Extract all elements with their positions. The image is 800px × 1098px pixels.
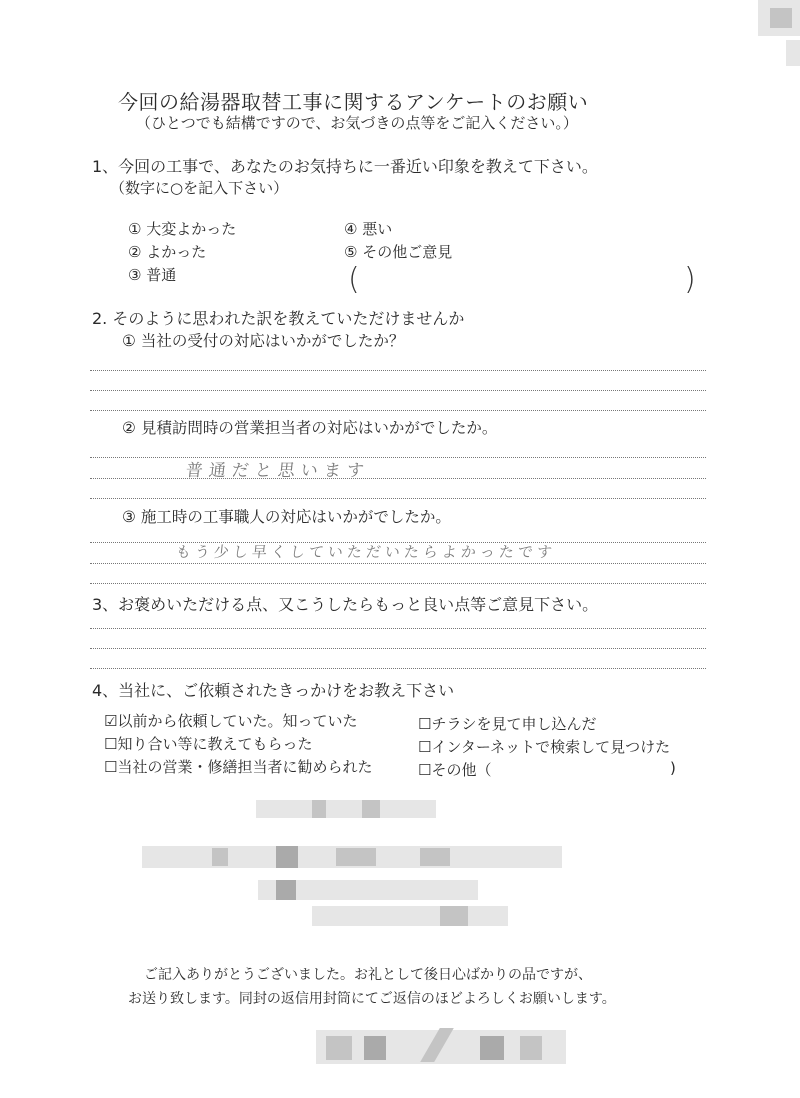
answer-line[interactable] — [90, 583, 706, 584]
q4-option-internet[interactable]: ☐インターネットで検索して見つけた — [418, 738, 671, 756]
q4-option-previous-client[interactable]: ☑以前から依頼していた。知っていた — [104, 712, 358, 730]
question-1-note: （数字に○を記入下さい） — [110, 179, 289, 197]
answer-line[interactable] — [90, 370, 706, 371]
q1-option-4[interactable]: ④ 悪い — [344, 220, 393, 238]
question-2: 2. そのように思われた訳を教えていただけませんか — [92, 309, 465, 328]
q4-option-flyer[interactable]: ☐チラシを見て申し込んだ — [418, 715, 597, 733]
question-3: 3、お褒めいただける点、又こうしたらもっと良い点等ご意見下さい。 — [92, 595, 599, 614]
q4-option-other[interactable]: ☐その他（ — [418, 761, 492, 779]
q2-sub-3: ③ 施工時の工事職人の対応はいかがでしたか。 — [122, 508, 451, 526]
answer-line[interactable] — [90, 390, 706, 391]
q4-other-paren-close: ) — [670, 759, 676, 777]
q2-sub-1: ① 当社の受付の対応はいかがでしたか？ — [122, 332, 405, 350]
answer-line[interactable] — [90, 628, 706, 629]
q4-option-referral[interactable]: ☐知り合い等に教えてもらった — [104, 735, 313, 753]
q1-option-2[interactable]: ② よかった — [128, 243, 207, 261]
answer-line[interactable] — [90, 410, 706, 411]
answer-line[interactable] — [90, 563, 706, 564]
q1-option-5[interactable]: ⑤ その他ご意見 — [344, 243, 453, 261]
footer-thanks-line-2: お送り致します。同封の返信用封筒にてご返信のほどよろしくお願いします。 — [128, 991, 616, 1007]
q2-sub-2: ② 見積訪問時の営業担当者の対応はいかがでしたか。 — [122, 419, 498, 437]
answer-line[interactable] — [90, 478, 706, 479]
q2-sub-3-handwritten-answer: もう少し早くしていただいたらよかったです — [175, 543, 557, 561]
answer-line[interactable] — [90, 457, 706, 458]
answer-line[interactable] — [90, 648, 706, 649]
answer-line[interactable] — [90, 498, 706, 499]
survey-title: 今回の給湯器取替工事に関するアンケートのお願い — [118, 90, 589, 114]
q1-option-1[interactable]: ① 大変よかった — [128, 220, 237, 238]
footer-thanks-line-1: ご記入ありがとうございました。お礼として後日心ばかりの品ですが、 — [144, 967, 592, 983]
q4-option-sales-rep[interactable]: ☐当社の営業・修繕担当者に勧められた — [104, 758, 373, 776]
answer-line[interactable] — [90, 668, 706, 669]
q1-other-paren-open: ( — [348, 262, 360, 297]
q1-option-3[interactable]: ③ 普通 — [128, 266, 177, 284]
q2-sub-2-handwritten-answer: 普通だと思います — [184, 461, 371, 481]
question-4: 4、当社に、ご依頼されたきっかけをお教え下さい — [92, 681, 455, 700]
q1-other-paren-close: ) — [684, 262, 696, 297]
survey-subtitle: （ひとつでも結構ですので、お気づきの点等をご記入ください。） — [136, 114, 578, 132]
question-1: 1、今回の工事で、あなたのお気持ちに一番近い印象を教えて下さい。 — [92, 157, 598, 176]
